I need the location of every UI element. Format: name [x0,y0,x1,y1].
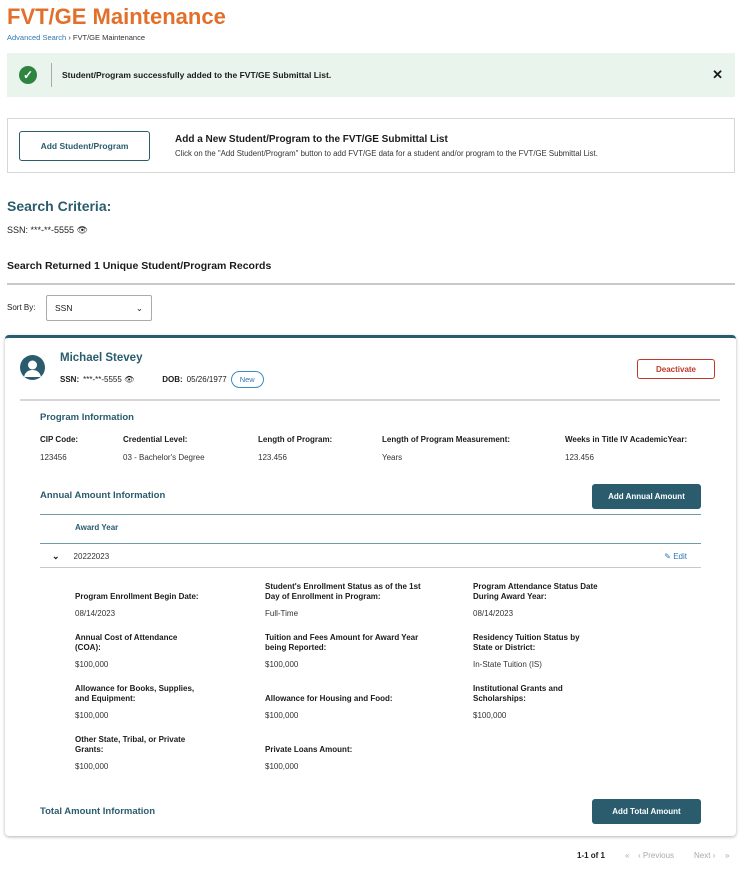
detail-field [265,733,473,771]
close-icon[interactable]: ✕ [712,67,723,82]
dob-label: DOB: [162,375,183,384]
ssn-value: ***-**-5555 [83,375,122,384]
detail-value: Full-Time [265,609,299,618]
detail-field [473,631,673,669]
detail-label: Private Loans Amount: [265,745,353,754]
pagination-range: 1-1 of 1 [577,851,606,860]
divider [51,63,52,87]
sort-label: Sort By: [7,303,36,312]
ssn-value: ***-**-5555 [30,225,75,235]
next-page-button[interactable]: Next › [694,851,716,860]
detail-label: Program Attendance Status Date During Award Year: [473,582,598,601]
program-field-value: 123.456 [565,453,594,462]
detail-field [265,580,473,618]
chevron-right-icon: › [68,33,71,42]
detail-field [75,631,265,669]
dob-value: 05/26/1977 [186,375,227,384]
detail-value: $100,000 [265,660,299,669]
detail-value: $100,000 [473,711,507,720]
total-amount-title: Total Amount Information [40,806,156,817]
search-ssn [7,225,88,236]
first-page-button[interactable]: « [625,851,630,860]
detail-value: 08/14/2023 [75,609,116,618]
edit-label: Edit [673,551,687,561]
detail-label: Institutional Grants and Scholarships: [473,684,563,703]
success-alert [7,53,735,97]
add-student-panel [7,118,735,173]
add-description: Click on the "Add Student/Program" button to add FVT/GE data for a student and/or program to the FVT/GE Submittal List. [175,148,598,158]
annual-details [75,580,673,771]
sort-select[interactable] [46,295,152,321]
detail-value: $100,000 [265,762,299,771]
divider [7,283,735,285]
program-field-label: Length of Program: [258,435,333,444]
detail-field [265,682,473,720]
detail-label: Allowance for Books, Supplies, and Equipment: [75,684,195,703]
check-circle-icon: ✓ [19,66,37,84]
eye-icon[interactable]: 👁 [76,225,89,235]
detail-value: In-State Tuition (IS) [473,660,542,669]
add-total-amount-button[interactable]: Add Total Amount [592,799,701,824]
chevron-down-icon: ⌄ [135,302,143,313]
chevron-down-icon[interactable]: ⌄ [52,550,60,561]
student-meta [60,371,264,388]
ssn-label: SSN: [7,225,29,235]
breadcrumb-advanced-search[interactable]: Advanced Search [7,33,67,42]
detail-value: $100,000 [75,660,109,669]
award-year-value: 20222023 [73,551,110,561]
divider [20,399,720,401]
detail-field [473,580,673,618]
annual-amount-title: Annual Amount Information [40,490,166,501]
detail-label: Program Enrollment Begin Date: [75,592,199,601]
detail-value: $100,000 [75,711,109,720]
detail-label: Residency Tuition Status by State or District: [473,633,580,652]
detail-label: Other State, Tribal, or Private Grants: [75,735,186,754]
detail-label: Tuition and Fees Amount for Award Year being Reported: [265,633,419,652]
add-annual-amount-button[interactable]: Add Annual Amount [592,484,701,509]
previous-page-button[interactable]: ‹ Previous [638,851,675,860]
add-heading: Add a New Student/Program to the FVT/GE Submittal List [175,133,448,145]
search-criteria-title: Search Criteria: [7,198,112,214]
last-page-button[interactable]: » [725,851,730,860]
detail-label: Student's Enrollment Status as of the 1st Day of Enrollment in Program: [265,582,421,601]
detail-field [75,580,265,618]
program-field-value: 123.456 [258,453,287,462]
alert-message: Student/Program successfully added to the FVT/GE Submittal List. [62,70,332,80]
award-year-row [40,544,701,568]
award-year-header: Award Year [75,523,119,532]
divider [40,514,701,515]
detail-field [265,631,473,669]
detail-value: $100,000 [265,711,299,720]
add-student-program-button[interactable]: Add Student/Program [19,131,150,161]
detail-value: $100,000 [75,762,109,771]
edit-button[interactable] [664,552,687,561]
detail-value: 08/14/2023 [473,609,514,618]
results-count: Search Returned 1 Unique Student/Program Records [7,260,272,272]
breadcrumb-current: FVT/GE Maintenance [72,33,146,42]
program-field-label: Length of Program Measurement: [382,435,511,444]
breadcrumb [7,33,145,42]
program-field-value: Years [382,453,403,462]
deactivate-button[interactable]: Deactivate [637,359,715,379]
user-avatar-icon [20,355,45,380]
status-badge: New [231,371,264,388]
sort-value: SSN [55,303,73,313]
detail-field [75,733,265,771]
program-field-label: CIP Code: [40,435,79,444]
program-field-value: 123456 [40,453,67,462]
program-information-title: Program Information [40,412,134,423]
student-record-card [5,335,736,836]
program-field-value: 03 - Bachelor's Degree [123,453,205,462]
program-field-label: Weeks in Title IV AcademicYear: [565,435,688,444]
eye-icon[interactable]: 👁 [124,375,135,384]
detail-label: Annual Cost of Attendance (COA): [75,633,178,652]
pencil-icon: ✎ [664,551,671,561]
ssn-label: SSN: [60,375,80,384]
page-title: FVT/GE Maintenance [7,4,226,29]
student-name: Michael Stevey [60,352,143,364]
detail-field [75,682,265,720]
detail-label: Allowance for Housing and Food: [265,694,393,703]
program-field-label: Credential Level: [123,435,188,444]
divider [40,567,701,568]
detail-field [473,682,673,720]
